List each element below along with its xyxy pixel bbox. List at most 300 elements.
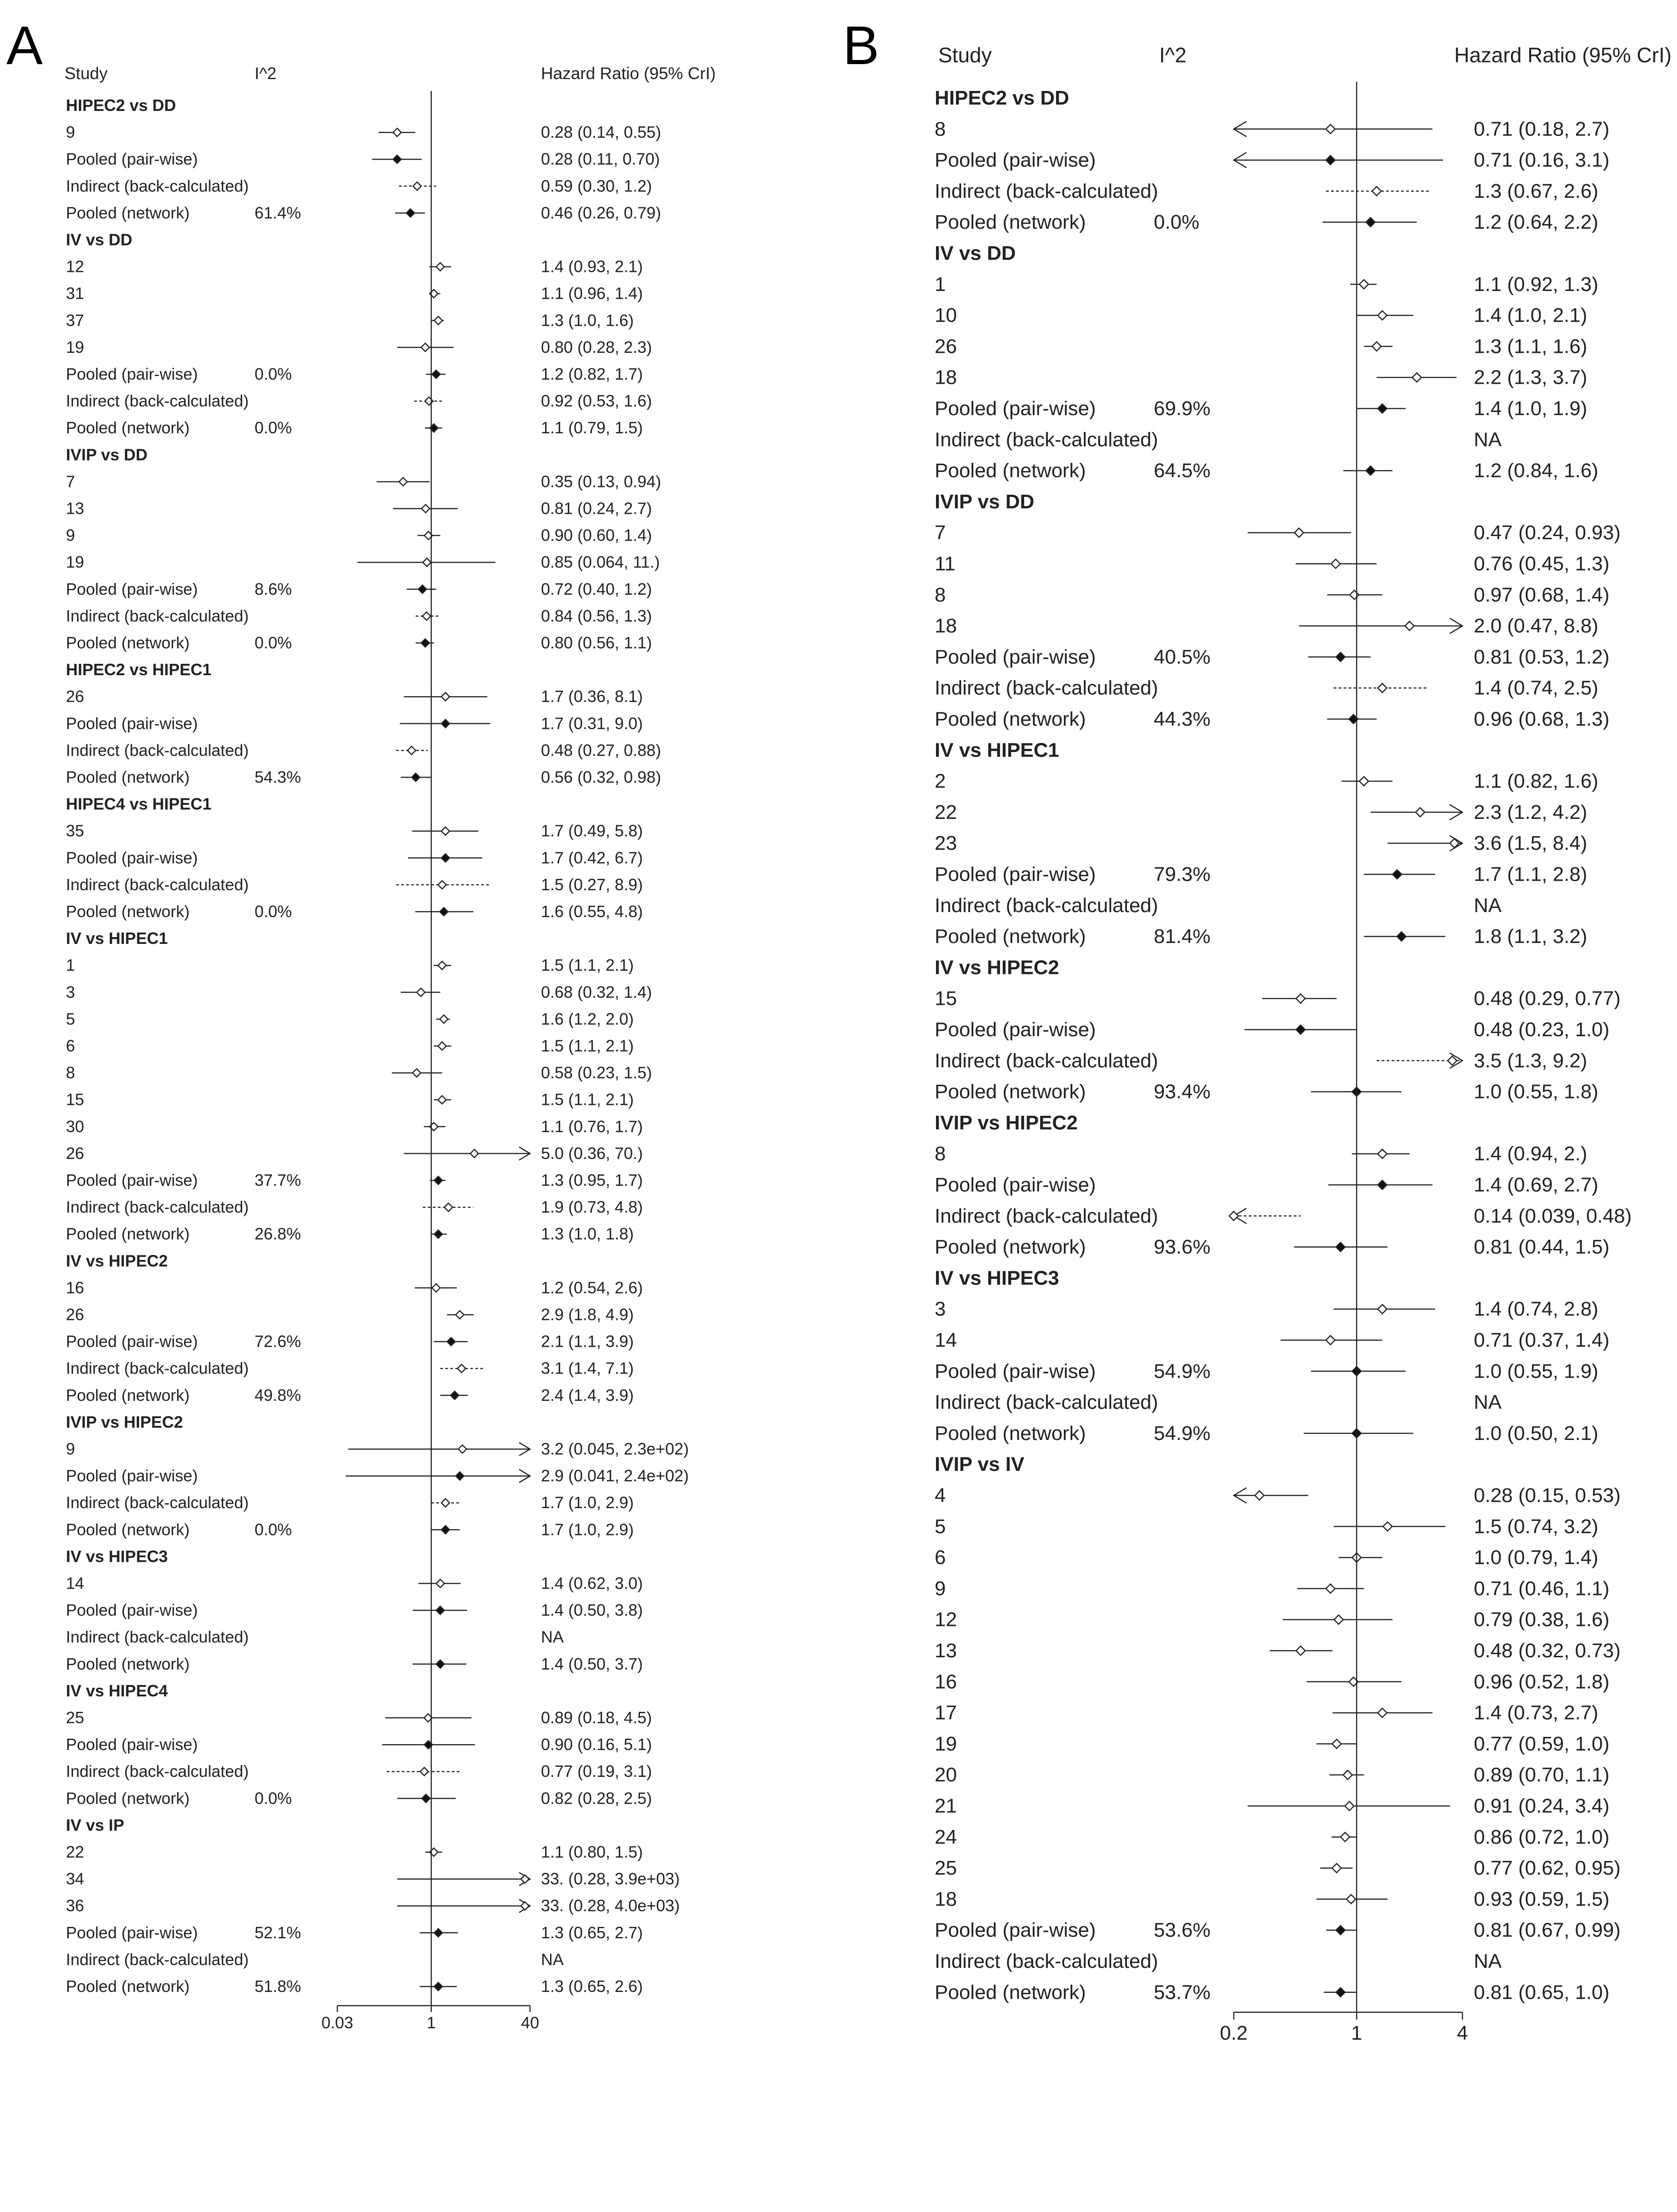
- i2-value: 81.4%: [1154, 925, 1211, 948]
- study-label: 26: [66, 687, 85, 706]
- study-estimate-marker: [436, 1580, 444, 1588]
- study-estimate-marker: [1229, 1211, 1238, 1220]
- study-label: Indirect (back-calculated): [66, 176, 249, 196]
- study-estimate-marker: [1294, 528, 1303, 537]
- study-label: 16: [935, 1670, 957, 1693]
- study-label: 8: [935, 1143, 946, 1165]
- pooled-estimate-marker: [434, 1982, 442, 1991]
- study-estimate-marker: [1378, 1708, 1387, 1717]
- study-label: 6: [935, 1546, 946, 1569]
- hr-label: 1.7 (1.0, 2.9): [541, 1493, 634, 1512]
- study-label: 11: [935, 552, 956, 575]
- group-title: HIPEC2 vs HIPEC1: [66, 660, 212, 679]
- study-label: 20: [935, 1764, 957, 1786]
- study-estimate-marker: [432, 1284, 440, 1292]
- group-title: IV vs HIPEC2: [935, 956, 1059, 979]
- study-estimate-marker: [1347, 1895, 1356, 1904]
- i2-value: 0.0%: [255, 633, 292, 652]
- group-title: IVIP vs DD: [935, 490, 1035, 513]
- pooled-estimate-marker: [1397, 932, 1406, 941]
- study-estimate-marker: [1255, 1491, 1264, 1500]
- i2-value: 0.0%: [255, 902, 292, 921]
- hr-label: 0.84 (0.56, 1.3): [541, 606, 652, 625]
- hr-label: 2.1 (1.1, 3.9): [541, 1332, 634, 1351]
- study-label: 18: [935, 366, 957, 389]
- group-title: IVIP vs DD: [66, 445, 148, 464]
- study-label: Pooled (network): [66, 1385, 190, 1404]
- group-title: IVIP vs HIPEC2: [66, 1412, 183, 1431]
- x-tick-label: 1: [426, 2013, 436, 2032]
- study-label: 5: [66, 1009, 75, 1028]
- hr-label: 1.3 (1.0, 1.8): [541, 1224, 634, 1244]
- group-title: IVIP vs IV: [935, 1453, 1025, 1476]
- study-label: Indirect (back-calculated): [66, 1950, 249, 1969]
- i2-value: 51.8%: [255, 1977, 301, 1996]
- hr-label: 1.7 (0.36, 8.1): [541, 687, 643, 706]
- pooled-estimate-marker: [1326, 155, 1335, 165]
- hr-label: 0.77 (0.59, 1.0): [1474, 1732, 1610, 1755]
- hr-label: 0.46 (0.26, 0.79): [541, 203, 661, 222]
- study-estimate-marker: [1359, 777, 1368, 786]
- i2-value: 53.6%: [1154, 1919, 1211, 1941]
- study-estimate-marker: [1332, 1739, 1341, 1748]
- study-label: Pooled (network): [66, 1520, 190, 1539]
- x-tick-label: 4: [1457, 2021, 1468, 2044]
- group-title: IV vs HIPEC2: [66, 1251, 168, 1270]
- study-estimate-marker: [420, 1767, 428, 1776]
- hr-label: 1.4 (0.74, 2.8): [1474, 1298, 1598, 1320]
- column-header-effect: Hazard Ratio (95% CrI): [541, 64, 716, 83]
- hr-label: NA: [1474, 428, 1502, 451]
- study-label: Pooled (pair-wise): [935, 1360, 1096, 1383]
- study-label: 8: [935, 583, 946, 606]
- study-label: Indirect (back-calculated): [66, 875, 249, 894]
- study-label: Pooled (network): [935, 925, 1086, 948]
- study-label: 19: [66, 552, 85, 572]
- study-estimate-marker: [1326, 1335, 1335, 1344]
- study-label: Pooled (pair-wise): [66, 1332, 198, 1351]
- study-label: 3: [935, 1298, 946, 1320]
- hr-label: 0.71 (0.46, 1.1): [1474, 1577, 1610, 1600]
- study-label: 15: [935, 987, 957, 1010]
- pooled-estimate-marker: [441, 854, 450, 862]
- hr-label: 1.4 (0.94, 2.): [1474, 1143, 1587, 1165]
- study-label: 13: [66, 499, 85, 518]
- study-label: 10: [935, 304, 957, 327]
- hr-label: 0.80 (0.28, 2.3): [541, 337, 652, 356]
- study-estimate-marker: [413, 182, 421, 190]
- study-label: 25: [935, 1857, 957, 1880]
- hr-label: 0.71 (0.16, 3.1): [1474, 149, 1610, 171]
- x-tick-label: 0.03: [321, 2013, 354, 2032]
- pooled-estimate-marker: [1296, 1025, 1305, 1034]
- hr-label: 0.90 (0.60, 1.4): [541, 526, 652, 545]
- hr-label: 1.1 (0.79, 1.5): [541, 418, 643, 437]
- hr-label: 0.96 (0.52, 1.8): [1474, 1670, 1610, 1693]
- study-label: Pooled (pair-wise): [66, 579, 198, 598]
- pooled-estimate-marker: [447, 1338, 455, 1346]
- study-label: Indirect (back-calculated): [935, 428, 1158, 451]
- study-label: Indirect (back-calculated): [66, 606, 249, 625]
- pooled-estimate-marker: [406, 209, 415, 217]
- study-label: 5: [935, 1515, 946, 1538]
- study-label: 26: [66, 1305, 85, 1324]
- hr-label: 0.93 (0.59, 1.5): [1474, 1888, 1610, 1911]
- hr-label: 1.1 (0.92, 1.3): [1474, 273, 1598, 296]
- study-label: 18: [935, 615, 957, 637]
- i2-value: 0.0%: [255, 365, 292, 383]
- hr-label: 3.6 (1.5, 8.4): [1474, 832, 1587, 855]
- i2-value: 72.6%: [255, 1332, 301, 1351]
- study-label: 12: [935, 1608, 957, 1631]
- hr-label: 0.81 (0.65, 1.0): [1474, 1981, 1610, 2004]
- i2-value: 54.9%: [1154, 1422, 1211, 1445]
- study-estimate-marker: [444, 1203, 452, 1211]
- study-label: 1: [66, 956, 75, 975]
- pooled-estimate-marker: [456, 1472, 464, 1480]
- study-label: 1: [935, 273, 946, 296]
- study-label: 21: [935, 1795, 957, 1817]
- hr-label: 1.4 (0.69, 2.7): [1474, 1174, 1598, 1196]
- column-header-i2: I^2: [255, 64, 277, 83]
- study-estimate-marker: [440, 1015, 448, 1023]
- i2-value: 49.8%: [255, 1385, 301, 1404]
- study-label: Pooled (pair-wise): [66, 714, 198, 733]
- i2-value: 54.9%: [1154, 1360, 1211, 1383]
- i2-value: 8.6%: [255, 579, 292, 598]
- study-label: Pooled (network): [935, 1236, 1086, 1259]
- hr-label: 1.4 (1.0, 2.1): [1474, 304, 1587, 327]
- study-estimate-marker: [425, 397, 433, 405]
- study-label: 37: [66, 311, 85, 330]
- pooled-estimate-marker: [1378, 404, 1387, 413]
- hr-label: 1.9 (0.73, 4.8): [541, 1198, 643, 1217]
- study-estimate-marker: [1345, 1801, 1354, 1811]
- hr-label: 1.1 (0.82, 1.6): [1474, 770, 1598, 793]
- hr-label: 1.5 (1.1, 2.1): [541, 956, 634, 975]
- study-estimate-marker: [393, 128, 401, 136]
- pooled-estimate-marker: [436, 1606, 444, 1615]
- study-estimate-marker: [1378, 683, 1387, 692]
- pooled-estimate-marker: [422, 1794, 430, 1802]
- study-label: 31: [66, 284, 85, 303]
- pooled-estimate-marker: [441, 1525, 450, 1534]
- hr-label: 33. (0.28, 3.9e+03): [541, 1869, 680, 1888]
- study-label: Pooled (pair-wise): [66, 1171, 198, 1189]
- study-label: Pooled (pair-wise): [66, 848, 198, 867]
- study-label: 18: [935, 1888, 957, 1911]
- study-estimate-marker: [421, 343, 429, 351]
- hr-label: 0.28 (0.15, 0.53): [1474, 1484, 1621, 1507]
- hr-label: 2.4 (1.4, 3.9): [541, 1385, 634, 1404]
- hr-label: 0.89 (0.70, 1.1): [1474, 1764, 1610, 1786]
- hr-label: 0.14 (0.039, 0.48): [1474, 1204, 1632, 1227]
- hr-label: 1.6 (1.2, 2.0): [541, 1009, 634, 1028]
- study-label: Indirect (back-calculated): [66, 1359, 249, 1378]
- group-title: IV vs DD: [66, 230, 133, 249]
- hr-label: NA: [541, 1627, 564, 1646]
- hr-label: NA: [541, 1950, 564, 1969]
- study-label: Pooled (pair-wise): [66, 1735, 198, 1754]
- group-title: HIPEC2 vs DD: [935, 87, 1069, 109]
- group-title: IV vs IP: [66, 1816, 125, 1835]
- hr-label: 2.3 (1.2, 4.2): [1474, 801, 1587, 823]
- study-label: Indirect (back-calculated): [66, 1762, 249, 1781]
- study-estimate-marker: [438, 1042, 446, 1050]
- study-label: Pooled (network): [66, 767, 190, 787]
- group-title: IVIP vs HIPEC2: [935, 1111, 1078, 1134]
- hr-label: 0.72 (0.40, 1.2): [541, 579, 652, 598]
- i2-value: 93.6%: [1154, 1236, 1211, 1259]
- hr-label: 1.7 (0.31, 9.0): [541, 714, 643, 733]
- column-header-study: Study: [938, 43, 992, 67]
- hr-label: 0.28 (0.14, 0.55): [541, 123, 661, 142]
- pooled-estimate-marker: [1336, 1926, 1345, 1935]
- hr-label: 1.7 (0.42, 6.7): [541, 848, 643, 867]
- hr-label: 1.2 (0.84, 1.6): [1474, 459, 1598, 482]
- study-label: Pooled (network): [935, 211, 1086, 234]
- i2-value: 40.5%: [1154, 646, 1211, 668]
- i2-value: 0.0%: [255, 1789, 292, 1808]
- study-label: Pooled (network): [66, 203, 190, 222]
- pooled-estimate-marker: [436, 1660, 444, 1668]
- study-label: Indirect (back-calculated): [66, 741, 249, 760]
- study-estimate-marker: [1326, 125, 1335, 134]
- panel-label: B: [843, 15, 880, 76]
- hr-label: 1.7 (1.0, 2.9): [541, 1520, 634, 1539]
- study-estimate-marker: [1416, 808, 1425, 817]
- hr-label: 2.9 (0.041, 2.4e+02): [541, 1466, 689, 1485]
- hr-label: 1.3 (0.65, 2.6): [541, 1977, 643, 1996]
- group-title: HIPEC2 vs DD: [66, 96, 176, 115]
- hr-label: 1.5 (1.1, 2.1): [541, 1036, 634, 1055]
- study-label: Pooled (network): [935, 708, 1086, 730]
- hr-label: 1.1 (0.96, 1.4): [541, 284, 643, 303]
- study-label: Indirect (back-calculated): [935, 677, 1158, 699]
- hr-label: 1.5 (0.74, 3.2): [1474, 1515, 1598, 1538]
- hr-label: 0.81 (0.53, 1.2): [1474, 646, 1610, 668]
- i2-value: 54.3%: [255, 767, 301, 787]
- group-title: IV vs HIPEC1: [935, 739, 1059, 762]
- hr-label: 2.9 (1.8, 4.9): [541, 1305, 634, 1324]
- study-label: 12: [66, 257, 85, 276]
- hr-label: 0.68 (0.32, 1.4): [541, 983, 652, 1002]
- forest-plot-svg-b: [838, 0, 1677, 2212]
- hr-label: 1.4 (0.62, 3.0): [541, 1574, 643, 1593]
- study-label: 36: [66, 1896, 85, 1915]
- study-label: 13: [935, 1640, 957, 1662]
- hr-label: 1.4 (0.50, 3.8): [541, 1600, 643, 1620]
- study-label: Pooled (pair-wise): [66, 150, 198, 169]
- study-estimate-marker: [399, 478, 407, 486]
- hr-label: 0.56 (0.32, 0.98): [541, 767, 661, 787]
- study-label: 2: [935, 770, 946, 793]
- hr-label: 0.90 (0.16, 5.1): [541, 1735, 652, 1754]
- hr-label: 33. (0.28, 4.0e+03): [541, 1896, 680, 1915]
- hr-label: 1.5 (1.1, 2.1): [541, 1090, 634, 1109]
- hr-label: 1.4 (0.73, 2.7): [1474, 1701, 1598, 1724]
- hr-label: 1.0 (0.55, 1.8): [1474, 1080, 1598, 1103]
- study-estimate-marker: [1296, 1646, 1305, 1655]
- study-estimate-marker: [521, 1875, 529, 1883]
- i2-value: 44.3%: [1154, 708, 1211, 730]
- study-label: Pooled (pair-wise): [66, 1466, 198, 1485]
- hr-label: NA: [1474, 894, 1502, 917]
- i2-value: 26.8%: [255, 1224, 301, 1244]
- i2-value: 64.5%: [1154, 459, 1211, 482]
- hr-label: 1.2 (0.54, 2.6): [541, 1278, 643, 1297]
- hr-label: NA: [1474, 1391, 1502, 1414]
- study-estimate-marker: [1378, 311, 1387, 320]
- pooled-estimate-marker: [434, 1230, 442, 1238]
- study-label: 16: [66, 1278, 85, 1297]
- pooled-estimate-marker: [440, 908, 448, 916]
- hr-label: 0.96 (0.68, 1.3): [1474, 708, 1610, 730]
- study-estimate-marker: [1372, 186, 1381, 196]
- study-label: 6: [66, 1036, 75, 1055]
- study-estimate-marker: [436, 263, 444, 271]
- study-label: Pooled (network): [935, 1422, 1086, 1445]
- hr-label: 0.58 (0.23, 1.5): [541, 1063, 652, 1082]
- study-label: Pooled (network): [935, 459, 1086, 482]
- study-label: 30: [66, 1117, 85, 1136]
- study-label: 26: [66, 1144, 85, 1163]
- study-label: 17: [935, 1701, 957, 1724]
- i2-value: 53.7%: [1154, 1981, 1211, 2004]
- hr-label: 0.89 (0.18, 4.5): [541, 1708, 652, 1727]
- i2-value: 0.0%: [255, 1520, 292, 1539]
- hr-label: 0.92 (0.53, 1.6): [541, 391, 652, 411]
- study-label: Indirect (back-calculated): [935, 894, 1158, 917]
- i2-value: 61.4%: [255, 203, 301, 222]
- hr-label: 0.77 (0.19, 3.1): [541, 1762, 652, 1781]
- study-estimate-marker: [1405, 622, 1414, 631]
- study-label: Pooled (network): [66, 1654, 190, 1673]
- study-label: 3: [66, 983, 75, 1002]
- study-estimate-marker: [458, 1445, 466, 1453]
- study-estimate-marker: [413, 1069, 421, 1077]
- hr-label: 3.1 (1.4, 7.1): [541, 1359, 634, 1378]
- hr-label: 0.97 (0.68, 1.4): [1474, 583, 1610, 606]
- column-header-study: Study: [65, 64, 108, 83]
- group-title: IV vs DD: [935, 242, 1016, 265]
- study-label: 9: [935, 1577, 946, 1600]
- i2-value: 37.7%: [255, 1171, 301, 1189]
- hr-label: 0.48 (0.23, 1.0): [1474, 1018, 1610, 1041]
- hr-label: 0.48 (0.27, 0.88): [541, 741, 661, 760]
- study-label: Pooled (pair-wise): [935, 863, 1096, 886]
- study-estimate-marker: [1326, 1584, 1335, 1593]
- hr-label: 1.3 (1.0, 1.6): [541, 311, 634, 330]
- pooled-estimate-marker: [393, 155, 401, 163]
- study-label: Indirect (back-calculated): [935, 1204, 1158, 1227]
- pooled-estimate-marker: [1392, 870, 1402, 879]
- pooled-estimate-marker: [1378, 1180, 1387, 1189]
- pooled-estimate-marker: [451, 1391, 459, 1399]
- study-label: 9: [66, 123, 75, 142]
- pooled-estimate-marker: [1366, 466, 1375, 475]
- x-tick-label: 1: [1351, 2021, 1362, 2044]
- study-estimate-marker: [441, 827, 450, 835]
- i2-value: 0.0%: [255, 418, 292, 437]
- study-estimate-marker: [1378, 1304, 1387, 1314]
- x-tick-label: 40: [521, 2013, 540, 2032]
- study-label: 14: [66, 1574, 85, 1593]
- hr-label: 1.6 (0.55, 4.8): [541, 902, 643, 921]
- pooled-estimate-marker: [432, 370, 440, 378]
- study-estimate-marker: [1412, 373, 1422, 382]
- study-label: 4: [935, 1484, 946, 1507]
- hr-label: 1.1 (0.76, 1.7): [541, 1117, 643, 1136]
- study-label: Indirect (back-calculated): [935, 1391, 1158, 1414]
- hr-label: 1.4 (0.93, 2.1): [541, 257, 643, 276]
- study-estimate-marker: [1359, 280, 1368, 289]
- group-title: IV vs HIPEC3: [66, 1547, 168, 1566]
- study-label: 9: [66, 1440, 75, 1458]
- study-estimate-marker: [434, 316, 442, 325]
- study-label: 15: [66, 1090, 85, 1109]
- hr-label: 0.59 (0.30, 1.2): [541, 176, 652, 196]
- study-label: Pooled (network): [935, 1080, 1086, 1103]
- group-title: IV vs HIPEC3: [935, 1267, 1059, 1289]
- study-estimate-marker: [1296, 994, 1305, 1003]
- hr-label: 0.81 (0.67, 0.99): [1474, 1919, 1621, 1941]
- study-label: Pooled (network): [935, 1981, 1086, 2004]
- study-label: Pooled (pair-wise): [935, 397, 1096, 420]
- hr-label: 1.3 (0.67, 2.6): [1474, 180, 1598, 202]
- hr-label: 2.0 (0.47, 8.8): [1474, 615, 1598, 637]
- study-estimate-marker: [1372, 342, 1381, 351]
- study-estimate-marker: [457, 1364, 466, 1373]
- study-estimate-marker: [421, 505, 430, 513]
- hr-label: 1.0 (0.55, 1.9): [1474, 1360, 1598, 1383]
- study-estimate-marker: [521, 1902, 529, 1910]
- hr-label: 0.91 (0.24, 3.4): [1474, 1795, 1610, 1817]
- hr-label: 0.85 (0.064, 11.): [541, 552, 660, 572]
- study-estimate-marker: [438, 961, 446, 969]
- hr-label: 0.86 (0.72, 1.0): [1474, 1826, 1610, 1848]
- hr-label: 0.71 (0.37, 1.4): [1474, 1329, 1610, 1351]
- hr-label: 0.77 (0.62, 0.95): [1474, 1857, 1621, 1880]
- study-estimate-marker: [1378, 1149, 1387, 1159]
- study-estimate-marker: [1332, 1864, 1341, 1873]
- study-label: 7: [66, 472, 75, 491]
- study-estimate-marker: [407, 747, 415, 755]
- study-estimate-marker: [456, 1311, 464, 1319]
- study-estimate-marker: [1331, 559, 1340, 568]
- hr-label: 0.76 (0.45, 1.3): [1474, 552, 1610, 575]
- study-label: 19: [66, 337, 85, 356]
- pooled-estimate-marker: [434, 1929, 442, 1937]
- study-label: Pooled (network): [66, 633, 190, 652]
- hr-label: 1.7 (1.1, 2.8): [1474, 863, 1587, 886]
- hr-label: 3.2 (0.045, 2.3e+02): [541, 1440, 689, 1458]
- hr-label: 1.0 (0.79, 1.4): [1474, 1546, 1598, 1569]
- study-label: 8: [935, 118, 946, 140]
- hr-label: 1.4 (1.0, 1.9): [1474, 397, 1587, 420]
- study-estimate-marker: [1334, 1615, 1343, 1624]
- pooled-estimate-marker: [1336, 1988, 1345, 1997]
- hr-label: 1.3 (1.1, 1.6): [1474, 335, 1587, 358]
- hr-label: 0.79 (0.38, 1.6): [1474, 1608, 1610, 1631]
- hr-label: 1.8 (1.1, 3.2): [1474, 925, 1587, 948]
- study-label: Indirect (back-calculated): [66, 1198, 249, 1217]
- hr-label: 1.5 (0.27, 8.9): [541, 875, 643, 894]
- study-label: Pooled (pair-wise): [935, 646, 1096, 668]
- study-label: 34: [66, 1869, 85, 1888]
- pooled-estimate-marker: [1336, 652, 1345, 662]
- hr-label: 0.28 (0.11, 0.70): [541, 150, 660, 169]
